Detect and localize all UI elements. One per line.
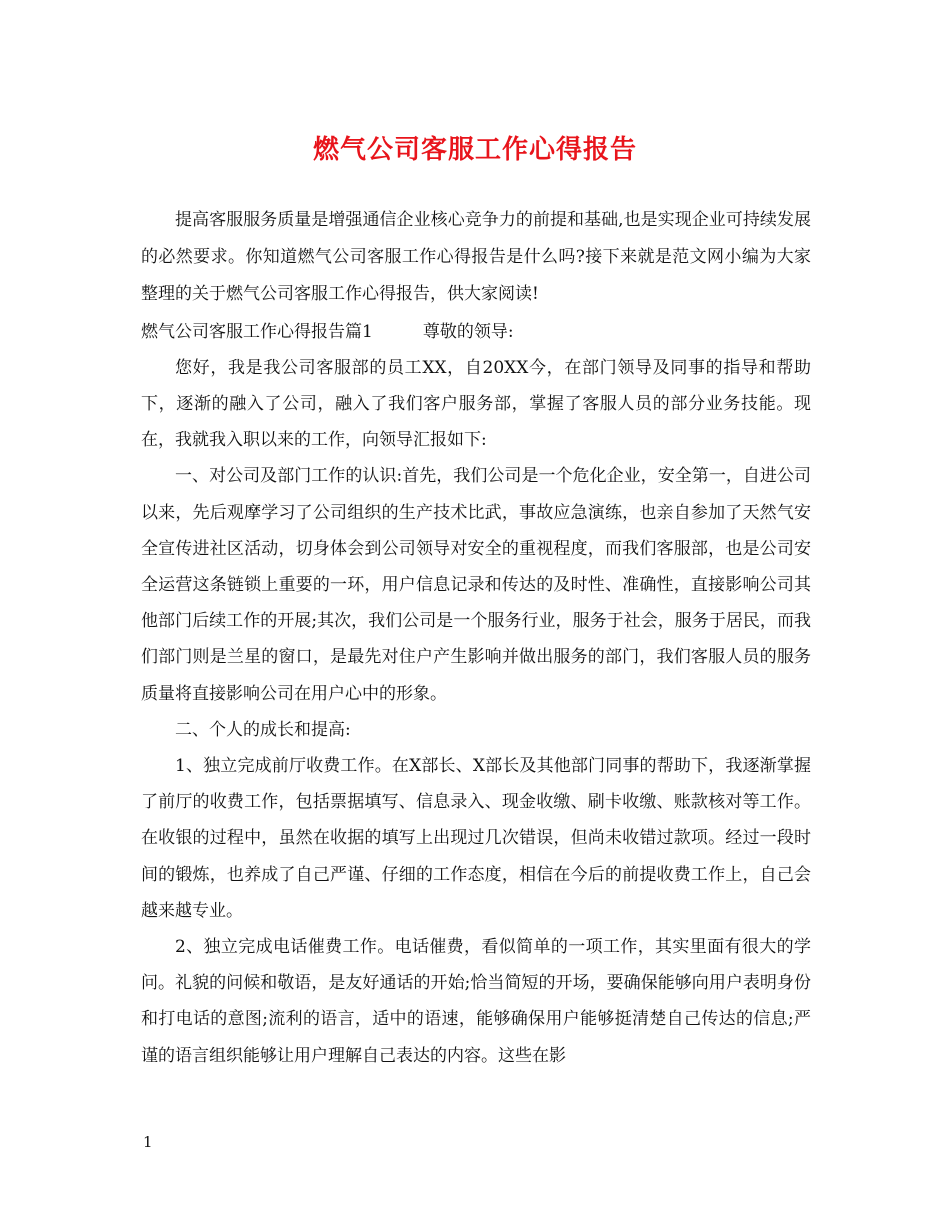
document-body bbox=[141, 202, 811, 1074]
paragraph-front-desk-fees: 1、独立完成前厅收费工作。在X部长、X部长及其他部门同事的帮助下，我逐渐掌握了前厅的收费工作，包括票据填写、信息录入、现金收缴、刷卡收缴、账款核对等工作。在收银的过程中，虽然在收据的填写上出现过几次错误，但尚未收错过款项。经过一段时间的锻炼，也养成了自己严谨、仔细的工作态度，相信在今后的前提收费工作上，自己会越来越专业。 bbox=[141, 756, 811, 921]
paragraph-company-understanding: 一、对公司及部门工作的认识:首先，我们公司是一个危化企业，安全第一，自进公司以来，先后观摩学习了公司组织的生产技术比武，事故应急演练，也亲自参加了天然气安全宣传进社区活动，切身体会到公司领导对安全的重视程度，而我们客服部，也是公司安全运营这条链锁上重要的一环，用户信息记录和传达的及时性、准确性，直接影响公司其他部门后续工作的开展;其次，我们公司是一个服务行业，服务于社会，服务于居民，而我们部门则是兰星的窗口，是最先对住户产生影响并做出服务的部门，我们客服人员的服务质量将直接影响公司在用户心中的形象。 bbox=[141, 466, 811, 704]
paragraph-greeting: 您好，我是我公司客服部的员工XX，自20XX今，在部门领导及同事的指导和帮助下，逐渐的融入了公司，融入了我们客户服务部，掌握了客服人员的部分业务技能。现在，我就我入职以来的工作，向领导汇报如下: bbox=[141, 357, 811, 451]
page-number: 1 bbox=[143, 1133, 153, 1151]
intro-paragraph: 提高客服服务质量是增强通信企业核心竞争力的前提和基础,也是实现企业可持续发展的必然要求。你知道燃气公司客服工作心得报告是什么吗?接下来就是范文网小编为大家整理的关于燃气公司客服工作心得报告，供大家阅读! bbox=[141, 210, 811, 305]
section-heading: 燃气公司客服工作心得报告篇1 bbox=[141, 321, 373, 342]
section-heading-line bbox=[141, 314, 811, 350]
salutation: 尊敬的领导: bbox=[422, 321, 514, 342]
paragraph-growth-heading: 二、个人的成长和提高: bbox=[175, 719, 351, 740]
paragraph-phone-collection: 2、独立完成电话催费工作。电话催费，看似简单的一项工作，其实里面有很大的学问。礼貌的问候和敬语，是友好通话的开始;恰当简短的开场，要确保能够向用户表明身份和打电话的意图;流利的语言，适中的语速，能够确保用户能够挺清楚自己传达的信息;严谨的语言组织能够让用户理解自己表达的内容。这些在影 bbox=[141, 937, 811, 1066]
document-title: 燃气公司客服工作心得报告 bbox=[312, 135, 637, 165]
